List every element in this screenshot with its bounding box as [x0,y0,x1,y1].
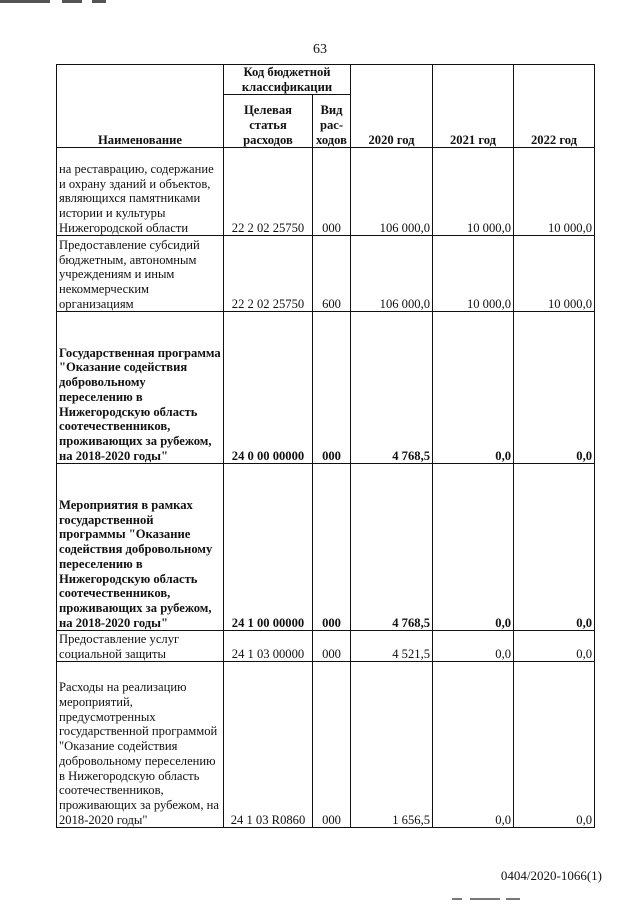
row-name: Предоставление субсидий бюджетным, автономным учреждениям и иным некоммерческим организациям [57,236,224,312]
row-name: Мероприятия в рамках государственной программы "Оказание содействия добровольному переселению в Нижегородскую область соотечественников, проживающих за рубежом, на 2018-2020 годы" [57,464,224,631]
scan-artifact-bottom [470,898,500,900]
scan-artifact-bottom [506,898,520,900]
row-amount-2021: 10 000,0 [433,148,514,236]
row-expense-type: 000 [313,148,351,236]
row-expense-type: 000 [313,312,351,464]
row-amount-2020: 4 768,5 [351,312,433,464]
header-name: Наименование [57,65,224,148]
row-amount-2021: 0,0 [433,464,514,631]
table-row [57,631,595,662]
row-amount-2020: 1 656,5 [351,662,433,828]
row-expense-type: 000 [313,631,351,662]
header-year-2021: 2021 год [433,65,514,148]
row-target-article: 24 1 03 R0860 [224,662,313,828]
row-target-article: 22 2 02 25750 [224,148,313,236]
row-amount-2021: 0,0 [433,662,514,828]
table-row [57,464,595,631]
row-amount-2020: 4 768,5 [351,464,433,631]
table-row [57,312,595,464]
row-amount-2020: 106 000,0 [351,148,433,236]
row-name: на реставрацию, содержание и охрану зданий и объектов, являющихся памятниками истории и культуры Нижегородской области [57,148,224,236]
scan-artifact-top [92,0,106,3]
row-amount-2020: 4 521,5 [351,631,433,662]
header-year-2020: 2020 год [351,65,433,148]
scan-artifact-top [62,0,82,3]
row-target-article: 24 1 03 00000 [224,631,313,662]
row-amount-2022: 0,0 [514,312,595,464]
header-expense-type: Вид рас-ходов [313,95,351,148]
row-expense-type: 000 [313,464,351,631]
row-amount-2022: 0,0 [514,464,595,631]
scan-artifact-top [0,0,50,3]
header-year-2022: 2022 год [514,65,595,148]
row-name: Государственная программа "Оказание содействия добровольному переселению в Нижегородскую область соотечественников, проживающих за рубежом, на 2018-2020 годы" [57,312,224,464]
row-amount-2022: 10 000,0 [514,148,595,236]
row-expense-type: 600 [313,236,351,312]
row-amount-2022: 0,0 [514,662,595,828]
table-row [57,236,595,312]
scan-artifact-bottom [452,898,462,900]
document-code: 0404/2020-1066(1) [500,868,602,883]
row-amount-2021: 0,0 [433,631,514,662]
row-expense-type: 000 [313,662,351,828]
row-name: Предоставление услуг социальной защиты [57,631,224,662]
row-target-article: 24 0 00 00000 [224,312,313,464]
row-amount-2022: 10 000,0 [514,236,595,312]
row-amount-2021: 0,0 [433,312,514,464]
header-target-article: Целевая статья расходов [224,95,313,148]
row-amount-2022: 0,0 [514,631,595,662]
header-kbk-group: Код бюджетной классификации [224,65,351,95]
budget-table [56,64,595,828]
row-target-article: 24 1 00 00000 [224,464,313,631]
row-name: Расходы на реализацию мероприятий, предусмотренных государственной программой "Оказание содействия добровольному переселению в Нижегородскую область соотечественников, проживающих за рубежом, на 2018-2020 годы" [57,662,224,828]
row-amount-2021: 10 000,0 [433,236,514,312]
row-target-article: 22 2 02 25750 [224,236,313,312]
page-number: 63 [313,42,327,57]
table-row [57,662,595,828]
table-row [57,148,595,236]
row-amount-2020: 106 000,0 [351,236,433,312]
